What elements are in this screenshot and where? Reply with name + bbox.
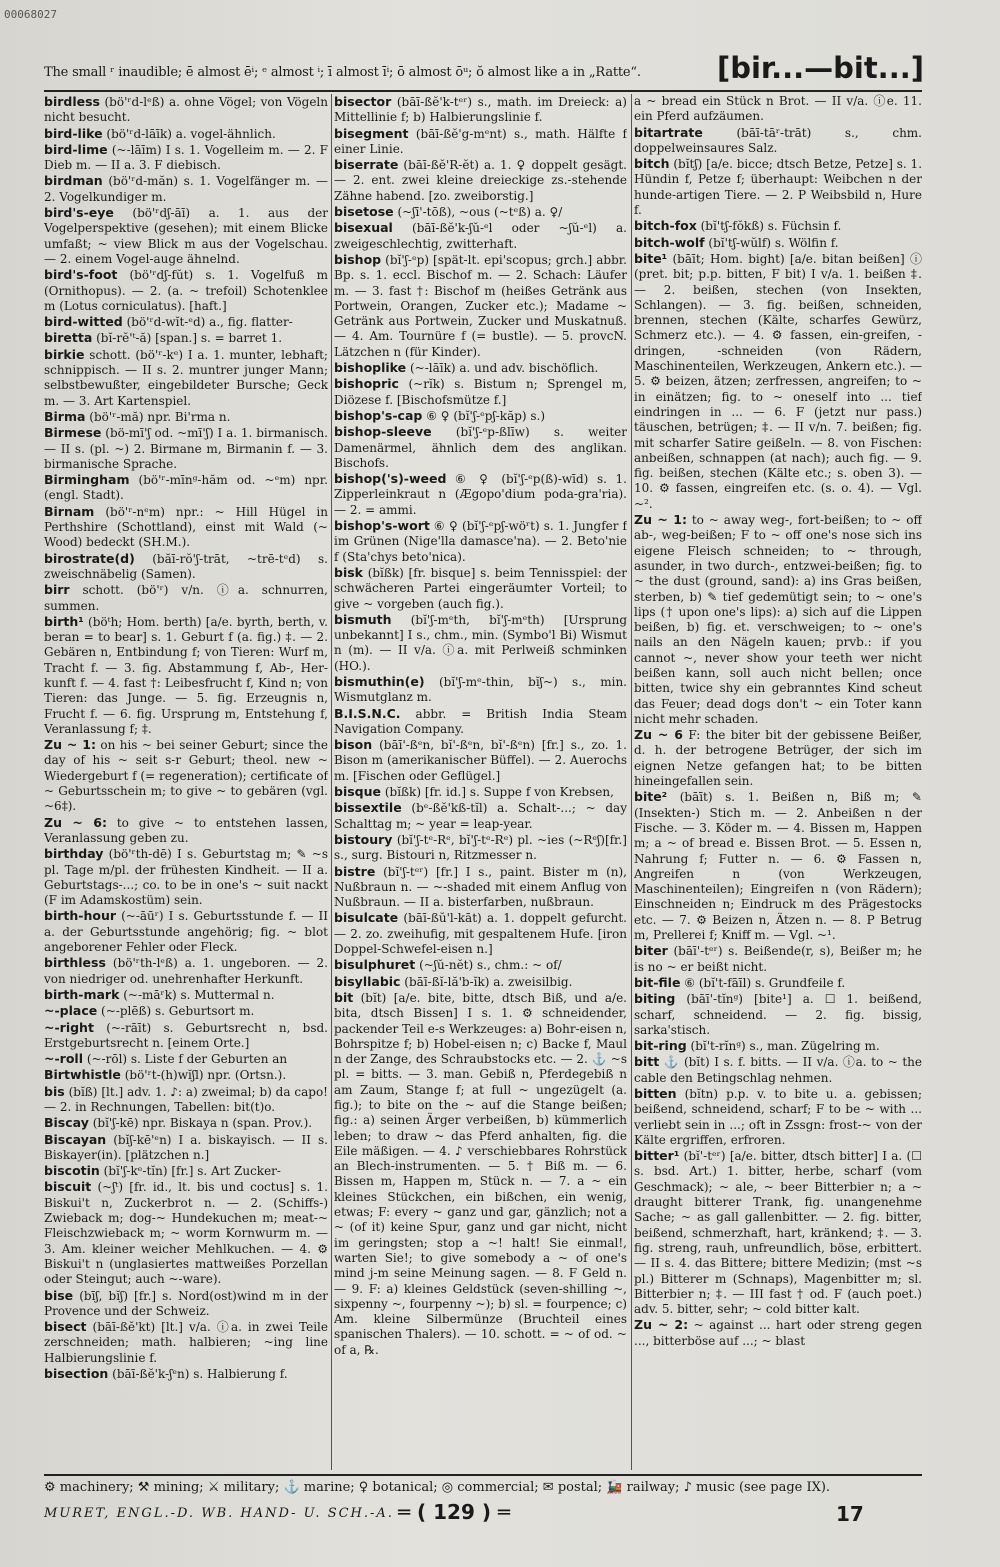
dictionary-entry xyxy=(44,425,328,472)
dictionary-entry xyxy=(44,1179,328,1287)
entry-headword: biscuit xyxy=(44,1179,92,1195)
entry-headword: bishop's-wort xyxy=(334,518,430,534)
dictionary-entry xyxy=(634,1148,922,1317)
entry-headword: bishop-sleeve xyxy=(334,424,432,440)
entry-headword: bison xyxy=(334,737,373,753)
dictionary-entry xyxy=(44,815,328,847)
dictionary-entry xyxy=(44,908,328,955)
entry-definition: (~ʃᵗ) [fr. id., lt. bis und coctus] s. 1. Biskui't n, Zuckerbrot n. — 2. (Schiffs-) Zwieback m; dog-~ Hundekuchen m; meat-~ Fleischzwieback m; ~ worm Kornwurm m. — 3. Am. kleiner weicher Mehlkuchen. — 4. ⚙ Biskui't n (unglasiertes mattweißes Porzellan oder Steingut; auch ~-ware). xyxy=(44,1180,328,1287)
entry-definition: (~ʃŭ-nĕt) s., chm.: ~ of/ xyxy=(419,958,562,973)
entry-headword: bird-witted xyxy=(44,314,123,330)
entry-headword: bis xyxy=(44,1083,65,1099)
entry-definition: (bĭ'ʃ-ᵉp-ßlīw) s. weiter Damenärmel, ähnlich dem des anglikan. Bischofs. xyxy=(334,425,627,470)
dictionary-entry xyxy=(634,218,922,234)
entry-headword: bisk xyxy=(334,564,363,580)
dictionary-entry xyxy=(334,471,627,518)
entry-headword: Zu ~ 6 xyxy=(634,727,683,743)
entry-headword: bishop('s)-weed xyxy=(334,471,447,487)
dictionary-entry xyxy=(334,957,627,973)
dictionary-entry xyxy=(44,1067,328,1083)
entry-definition: (bö'ʳd-măn) s. 1. Vogelfänger m. — 2. Vogelkundiger m. xyxy=(44,174,328,204)
entry-definition: ⑥ (bĭ't-fāīl) s. Grundfeile f. xyxy=(684,975,846,990)
entry-headword: Birtwhistle xyxy=(44,1067,121,1083)
dictionary-entry xyxy=(44,1288,328,1320)
dictionary-entry xyxy=(334,518,627,565)
entry-definition: (bāī-ßĕ'k-ʃŭ-ᵉl oder ~ʃŭ-ᵉl) a. zweigeschlechtig, zwitterhaft. xyxy=(334,221,627,251)
dictionary-entry xyxy=(334,706,627,738)
entry-definition: (~-lāīm) I s. 1. Vogelleim m. — 2. F Dieb m. — II a. 3. F diebisch. xyxy=(44,142,328,173)
entry-headword: bitartrate xyxy=(634,124,703,140)
entry-headword: bitch-wolf xyxy=(634,234,705,250)
entry-definition: (bö'ʳdʃ-āī) a. 1. aus der Vogelperspektive (gesehen); mit einem Blicke umfaßt; ~ view Blick m aus der Vogelschau. — 2. einem Vogel-auge ähnelnd. xyxy=(44,206,328,266)
dictionary-entry xyxy=(334,674,627,706)
dictionary-entry xyxy=(334,204,627,220)
dictionary-entry xyxy=(44,955,328,987)
entry-definition: (bĭ't-rĭnᵍ) s., man. Zügelring m. xyxy=(690,1039,880,1054)
dictionary-entry xyxy=(44,267,328,314)
dictionary-entry xyxy=(334,376,627,408)
entry-definition: (bĭt) [a/e. bite, bitte, dtsch Biß, und a/e. bita, dtsch Bissen] I s. 1. ⚙ schneidender, packender Teil e-s Werkzeuges: a) Bohr-eisen n, Bohrspitze f; b) Hobel-eisen n; c) Backe f, Maul n der Zange, des Schraubstocks etc. — 2. ⚓ ~s pl. = bitts. — 3. man. Gebiß n, Pferdegebiß n am Zaum, Stange f; at full ~ ungezügelt (a. fig.); to bite on the ~ auf die Stange beißen; fig.: a) seinen Ärger verbeißen, b) kümmerlich leben; to draw ~ das Pferd anhalten, fig. die Eile mäßigen. — 4. ♪ verschiebbares Rohrstück an Blech-instrumenten. — 5. † Biß m. — 6. Bissen m, Happen m, Stück n. — 7. a ~ ein kleines Stückchen, ein bißchen, ein wenig, etwas; F: every ~ ganz und gar, gänzlich; not a ~ (of it) keine Spur, ganz und gar nicht, nicht im geringsten; stop a ~! halt! Sie einmal!, warten Sie!; to give somebody a ~ of one's mind j-m seine Meinung sagen. — 8. F Geld n. — 9. F: a) kleines Geldstück (seven-shilling ~, sixpenny ~, fourpenny ~); b) sl. = fourpence; c) Am. kleine Silbermünze (Bruchteil eines spanischen Thalers). — 10. schott. = ~ of od. ~ of a, ℞. xyxy=(334,990,627,1357)
dictionary-entry xyxy=(634,94,922,125)
entry-definition: (bĭ'ʃ-kē) npr. Biskaya n (span. Prov.). xyxy=(92,1116,313,1131)
dictionary-entry xyxy=(44,846,328,908)
dictionary-entry xyxy=(44,504,328,551)
entry-definition: (bāī-ßĕ'k-ʃᵉn) s. Halbierung f. xyxy=(112,1367,288,1382)
column-divider xyxy=(331,94,332,1470)
dictionary-entry xyxy=(334,910,627,957)
dictionary-entry xyxy=(634,943,922,975)
entry-definition: (bĭ'-tᵉʳ) [a/e. bitter, dtsch bitter] I a. (☐ s. bsd. Art.) 1. bitter, herbe, scharf (vom Geschmack); ~ ale, ~ beer Bitterbier n; a ~ draught bitterer Trank, fig. unangenehme Sache; ~ as gall gallenbitter. — 2. fig. bitter, beißend, schmerzhaft, hart, kränkend; ‡. — 3. fig. streng, rauh, unfreundlich, böse, erbittert. — II s. 4. das Bittere; bittere Medizin; (mst ~s pl.) Bitterer m (Schnaps), Magenbitter m; sl. Bitterbier n; ‡. — III fast † od. F (auch poet.) adv. 5. bitter, sehr; ~ cold bitter kalt. xyxy=(634,1149,922,1317)
entry-definition: (bö'ʳ-mă) npr. Bi'rma n. xyxy=(89,409,231,424)
entry-definition: (bö'ʳ-nᵉm) npr.: ~ Hill Hügel in Perthshire (Schottland), einst mit Wald (~ Wood) bedeckt (SH.M.). xyxy=(44,504,328,550)
dictionary-entry xyxy=(634,512,922,727)
entry-headword: biscotin xyxy=(44,1163,100,1179)
entry-definition: ⚓ (bĭt) I s. f. bitts. — II v/a. ⓘa. to ~ the cable den Betingschlag nehmen. xyxy=(634,1055,922,1085)
entry-headword: bismuthin(e) xyxy=(334,673,425,689)
dictionary-entry xyxy=(634,1038,922,1054)
dictionary-entry xyxy=(334,800,627,832)
entry-definition: ~ against ... hart oder streng gegen ..., bitterböse auf ...; ~ blast xyxy=(634,1318,922,1348)
dictionary-entry xyxy=(44,1319,328,1366)
entry-headword: bite² xyxy=(634,789,668,805)
entry-definition: (bāī-ßĕ'R-ĕt) a. 1. ♀ doppelt gesägt. — 2. ent. zwei kleine dreieckige zs.-stehende Zähne habend. [zo. zweiborstig.] xyxy=(334,158,627,203)
entry-definition: (bö'ʳth-dē) I s. Geburtstag m; ✎ ~s pl. Tage m/pl. der frühesten Kindheit. — II a. Geburtstags-...; co. to be in one's ~ suit nackt (F im Adamskostüm) sein. xyxy=(44,847,328,908)
entry-definition: (bāī-ßĕ'g-mᵉnt) s., math. Hälfte f einer Linie. xyxy=(334,126,627,156)
dictionary-entry xyxy=(44,1020,328,1052)
entry-definition: (böᵗh; Hom. berth) [a/e. byrth, berth, v. beran = to bear] s. 1. Geburt f (a. fig.) ‡. — 2. Gebären n, Entbindung f; von Tieren: Wurf m, Tracht f. — 3. fig. Abstammung f, Ab-, Her-kunft f. — 4. fast †: Leibesfrucht f, Kind n; von Tieren: das Junge. — 5. fig. Erzeugnis n, Frucht f. — 6. fig. Ursprung m, Entstehung f, Veranlassung f; ‡. xyxy=(44,614,328,736)
entry-headword: bishoplike xyxy=(334,360,407,376)
entry-definition: (bāī-ßĕ'k-tᵉʳ) s., math. im Dreieck: a) Mittellinie f; b) Halbierungslinie f. xyxy=(334,95,627,125)
dictionary-entry xyxy=(634,727,922,789)
entry-definition: (băī-rŏ'ʃ-trāt, ~trē-tᵉd) s. zweischnäbelig (Samen). xyxy=(44,551,328,581)
dictionary-entry xyxy=(44,737,328,814)
entry-headword: bishop's-cap xyxy=(334,407,423,423)
entry-headword: bird-lime xyxy=(44,141,108,157)
entry-headword: bissextile xyxy=(334,800,402,816)
entry-headword: bisyllabic xyxy=(334,973,401,989)
entry-definition: ⑥ ♀ (bĭ'ʃ-ᵉpʃ-kăp) s.) xyxy=(426,408,546,423)
guide-words: [bir...—bit...] xyxy=(716,51,924,85)
entry-headword: bisulcate xyxy=(334,910,399,926)
dictionary-entry xyxy=(44,1084,328,1116)
entry-definition: (bĭ'ʃ-tᵉ-Rᵉ, bĭ'ʃ-tᵉ-Rᵉ) pl. ~ies (~Rᵉʃ)[fr.] s., surg. Bistouri n, Ritzmesser n. xyxy=(334,832,627,863)
entry-definition: (~-māʳk) s. Muttermal n. xyxy=(123,987,275,1002)
dictionary-entry xyxy=(44,409,328,425)
entry-definition: (bĭ'ʃ-ᵉp) [spät-lt. epi'scopus; grch.] abbr. Bp. s. 1. eccl. Bischof m. — 2. Schach: Läufer m. — 3. fast †: Bischof m (heißes Getränk aus Portwein, Orangen, Zucker etc.); Madame ~ Getränk aus Portwein, Zucker und Muskatnuß. — 4. Am. Tournüre f (= bustle). — 5. provcN. Lätzchen n (für Kinder). xyxy=(334,252,627,359)
entry-definition: (bĭʃ-kē'ᵉn) I a. biskayisch. — II s. Biskayer(in). [plätzchen n.] xyxy=(44,1132,328,1162)
imprint: MURET, ENGL.-D. WB. HAND- U. SCH.-A. xyxy=(44,1506,394,1521)
dictionary-entry xyxy=(634,1054,922,1086)
dictionary-entry xyxy=(44,987,328,1003)
entry-definition: (bö'ʳd-lᵉß) a. ohne Vögel; von Vögeln nicht besucht. xyxy=(44,95,328,125)
entry-headword: Zu ~ 6: xyxy=(44,814,107,830)
entry-headword: Zu ~ 1: xyxy=(44,737,96,753)
entry-headword: ~-right xyxy=(44,1019,94,1035)
dictionary-entry xyxy=(44,551,328,583)
dictionary-entry xyxy=(634,235,922,251)
dictionary-entry xyxy=(44,347,328,409)
entry-definition: (bĭß) [lt.] adv. 1. ♪: a) zweimal; b) da capo! — 2. in Rechnungen, Tabellen: bit(t)o. xyxy=(44,1084,328,1114)
scan-id: 00068027 xyxy=(4,8,57,21)
entry-definition: (bāī-ßĕ'kt) [lt.] v/a. ⓘa. in zwei Teile zerschneiden; math. halbieren; ~ing line Halbierungslinie f. xyxy=(44,1320,328,1365)
dictionary-entry xyxy=(634,975,922,991)
entry-definition: to give ~ to entstehen lassen, Veranlassung geben zu. xyxy=(44,815,328,845)
entry-headword: bise xyxy=(44,1287,74,1303)
dictionary-entry xyxy=(44,1051,328,1067)
entry-headword: bistre xyxy=(334,863,376,879)
entry-headword: biter xyxy=(634,943,668,959)
dictionary-entry xyxy=(334,360,627,376)
entry-headword: bitch xyxy=(634,156,670,172)
entry-definition: (bö'ʳth-lᵉß) a. 1. ungeboren. — 2. von niedriger od. unehrenhafter Herkunft. xyxy=(44,956,328,986)
entry-headword: B.I.S.N.C. xyxy=(334,705,401,721)
dictionary-entry xyxy=(634,1317,922,1349)
dictionary-entry xyxy=(334,784,627,800)
dictionary-entry xyxy=(44,1115,328,1131)
entry-definition: (bĭ'ʃ-tᵉʳ) [fr.] I s., paint. Bister m (n), Nußbraun n. — ~-shaded mit einem Anflug von Nußbraun. — II a. bisterfarben, nußbraun. xyxy=(334,864,627,910)
entry-headword: bitt xyxy=(634,1054,660,1070)
dictionary-entry xyxy=(334,94,627,126)
dictionary-entry xyxy=(634,156,922,218)
entry-headword: bitter¹ xyxy=(634,1148,680,1164)
entry-definition: (bāī-ßĭ-lă'b-ĭk) a. zweisilbig. xyxy=(404,974,573,989)
entry-headword: bismuth xyxy=(334,611,392,627)
entry-definition: (bāīt) s. 1. Beißen n, Biß m; ✎ (Insekten-) Stich m. — 2. Anbeißen n der Fische. — 3. Köder m. — 4. Bissen m, Happen m; a ~ of bread e. Bissen Brot. — 5. Essen n, Nahrung f; Futter n. — 6. ⚙ Fassen n, Angreifen n (von Werkzeugen, Maschinenteilen); Eingreifen n (von Rädern); Einschneiden n; Eindruck m des Prägestocks etc. — 7. ⚙ Beizen n, Ätzen n. — 8. P Betrug m, Prellerei f; Kniff m. — Vgl. ~¹. xyxy=(634,790,922,943)
dictionary-entry xyxy=(334,220,627,252)
entry-definition: (bö-mī'ʃ od. ~mī'ʃ) I a. 1. birmanisch. — II s. (pl. ~) 2. Birmane m, Birmanin f. — 3. birmanische Sprache. xyxy=(44,426,328,471)
entry-headword: bisection xyxy=(44,1366,109,1382)
entry-headword: bird's-foot xyxy=(44,267,118,283)
entry-definition: (bĭ'ʃ-kᵉ-tĭn) [fr.] s. Art Zucker- xyxy=(103,1164,281,1179)
entry-definition: (bᵉ-ßĕ'kß-tĭl) a. Schalt-...; ~ day Schalttag m; ~ year = leap-year. xyxy=(334,801,627,831)
entry-headword: Zu ~ 2: xyxy=(634,1317,689,1333)
entry-definition: (bö'ʳd-lāīk) a. vogel-ähnlich. xyxy=(106,126,276,141)
entry-headword: bitch-fox xyxy=(634,218,697,234)
dictionary-entry xyxy=(44,1132,328,1164)
entry-headword: bite¹ xyxy=(634,250,668,266)
entry-definition: (bĭ'tʃ-wŭlf) s. Wölfin f. xyxy=(708,235,839,250)
entry-headword: birth-hour xyxy=(44,908,117,924)
dictionary-entry xyxy=(334,565,627,612)
entry-definition: (bĭßk) [fr. id.] s. Suppe f von Krebsen, xyxy=(384,785,614,800)
dictionary-entry xyxy=(334,864,627,911)
entry-definition: on his ~ bei seiner Geburt; since the day of his ~ seit s-r Geburt; theol. new ~ Wiedergeburt f (= regeneration); certificate of ~ Geburtsschein m; to give ~ to gebären (vgl. ~6‡). xyxy=(44,738,328,814)
entry-headword: birthday xyxy=(44,846,104,862)
dictionary-entry xyxy=(44,1163,328,1179)
entry-definition: (~-rāīt) s. Geburtsrecht n, bsd. Erstgeburtsrecht n. [einem Orte.] xyxy=(44,1020,328,1050)
entry-definition: (~ʃī'-tōß), ~ous (~tᵉß) a. ♀/ xyxy=(397,205,563,220)
entry-definition: (~-lāīk) a. und adv. bischöflich. xyxy=(409,361,599,376)
sheet-number: 17 xyxy=(836,1502,864,1526)
dictionary-entry xyxy=(44,1003,328,1019)
entry-definition: F: the biter bit der gebissene Beißer, d. h. der betrogene Betrüger, der sich im eignen Netze gefangen hat; to be bitten hineingefallen sein. xyxy=(634,728,922,789)
dictionary-entry xyxy=(334,424,627,471)
dictionary-entry xyxy=(334,974,627,990)
entry-headword: bit-file xyxy=(634,974,681,990)
entry-definition: (bĭ'ʃ-mᵉth, bĭ'ʃ-mᵉth) [Ursprung unbekannt] I s., chm., min. (Symbo'l Bi) Wismut n (m). — II v/a. ⓘa. mit Perlweiß schminken (HO.). xyxy=(334,612,627,673)
dictionary-entry xyxy=(44,1366,328,1382)
dictionary-entry xyxy=(44,205,328,267)
entry-headword: birostrate(d) xyxy=(44,550,135,566)
dictionary-columns xyxy=(44,94,922,1470)
entry-definition: (bāī'-tĭnᵍ) [bite¹] a. ☐ 1. beißend, scharf, schneidend. — 2. fig. bissig, sarka'stisch. xyxy=(634,992,922,1037)
entry-headword: bisetose xyxy=(334,204,394,220)
entry-definition: (~-rōl) s. Liste f der Geburten an xyxy=(86,1052,288,1067)
entry-definition: (bĭtn) p.p. v. to bite u. a. gebissen; beißend, schneidend, scharf; F to be ~ with ... verliebt sein in ...; oft in Zssgn: frost-~ von der Kälte ergriffen, erfroren. xyxy=(634,1087,922,1147)
entry-definition: (bīʃ, bĭʃ) [fr.] s. Nord(ost)wind m in der Provence und der Schweiz. xyxy=(44,1288,328,1318)
dictionary-entry xyxy=(334,126,627,158)
entry-definition: (bĭßk) [fr. bisque] s. beim Tennisspiel: der schwächeren Partei eingeräumter Vorteil; to give ~ vorgeben (auch fig.). xyxy=(334,565,627,611)
header-rule xyxy=(44,90,922,92)
entry-definition: (bāī-ßŭ'l-kāt) a. 1. doppelt gefurcht. — 2. zo. zweihufig, mit gespaltenem Hufe. [iron Doppel-Schwefel-eisen n.] xyxy=(334,911,627,957)
entry-headword: birth-mark xyxy=(44,986,120,1002)
entry-definition: (~-plēß) s. Geburtsort m. xyxy=(101,1004,255,1019)
footer-rule xyxy=(44,1474,922,1476)
entry-definition: (bö'ʳdʃ-fŭt) s. 1. Vogelfuß m (Ornithopus). — 2. (a. ~ trefoil) Schotenklee m (Lotus corniculatus). [haft.] xyxy=(44,268,328,313)
entry-definition: ⑥ ♀ (bĭ'ʃ-ᵉpʃ-wöʳt) s. 1. Jungfer f im Grünen (Nige'lla damasce'na). — 2. Beto'nie f (Sta'chys beto'nica). xyxy=(334,519,627,564)
dictionary-entry xyxy=(334,157,627,204)
entry-headword: bitten xyxy=(634,1086,677,1101)
entry-headword: birthless xyxy=(44,955,106,971)
entry-headword: bird-like xyxy=(44,125,103,141)
symbol-legend: ⚙ machinery; ⚒ mining; ⚔ military; ⚓ marine; ♀ botanical; ◎ commercial; ✉ postal; 🚂 railway; ♪ music (see page IX). xyxy=(44,1480,831,1495)
entry-headword: bird's-eye xyxy=(44,205,114,221)
entry-definition: ⑥ ♀ (bĭ'ʃ-ᵉp(ß)-wīd) s. 1. Zipperleinkraut n (Ægopo'dium poda-gra'ria). — 2. = ammi. xyxy=(334,472,627,517)
entry-definition: (~-āūʳ) I s. Geburtsstunde f. — II a. der Geburtsstunde angehörig; fig. ~ blot angeborener Fehler oder Fleck. xyxy=(44,909,328,955)
entry-headword: birr xyxy=(44,582,70,598)
entry-headword: ~-roll xyxy=(44,1051,83,1067)
entry-headword: biserrate xyxy=(334,157,399,173)
entry-headword: biretta xyxy=(44,330,93,346)
entry-headword: bit xyxy=(334,989,354,1005)
entry-definition: schott. (bö'ʳ-kᵉ) I a. 1. munter, lebhaft; schnippisch. — II s. 2. muntrer junger Mann; selbstbewußter, eingebildeter Bursche; Geck m. — 3. Art Kartenspiel. xyxy=(44,347,328,408)
entry-headword: Birmingham xyxy=(44,472,130,488)
entry-definition: (bĭ-rĕ'ᵗ-ă) [span.] s. = barret 1. xyxy=(96,331,283,346)
dictionary-entry xyxy=(634,789,922,943)
dictionary-entry xyxy=(44,94,328,126)
entry-headword: birdless xyxy=(44,94,100,109)
dictionary-entry xyxy=(334,252,627,360)
entry-headword: bishop xyxy=(334,251,382,267)
pronunciation-note: The small ʳ inaudible; ē almost ēⁱ; ᵉ almost ⁱ; ī almost īⁱ; ō almost ōᵘ; ŏ almost like a in „Ratte“. xyxy=(44,65,641,80)
page-number: ═ ( 129 ) ═ xyxy=(398,1500,510,1524)
entry-headword: Birma xyxy=(44,408,86,424)
entry-definition: (bö'ʳt-(h)wĭʃl) npr. (Ortsn.). xyxy=(124,1068,287,1083)
entry-definition: (~rĭk) s. Bistum n; Sprengel m, Diözese f. [Bischofsmütze f.] xyxy=(334,377,627,407)
entry-definition: (bāī'-ßᵉn, bĭ'-ßᵉn, bĭ'-ßᵉn) [fr.] s., zo. 1. Bison m (amerikanischer Büffel). — 2. Auerochs m. [Fischen oder Geflügel.] xyxy=(334,738,627,783)
entry-headword: bit-ring xyxy=(634,1038,687,1054)
entry-headword: bisulphuret xyxy=(334,957,416,973)
dictionary-entry xyxy=(334,612,627,674)
dictionary-entry xyxy=(44,126,328,142)
entry-definition: (bāī-tāʳ-trāt) s., chm. doppelweinsaures Salz. xyxy=(634,125,922,155)
column-divider xyxy=(631,94,632,1470)
entry-definition: (bö'ʳd-wĭt-ᵉd) a., fig. flatter- xyxy=(126,315,293,330)
dictionary-entry xyxy=(44,330,328,346)
dictionary-entry xyxy=(634,125,922,157)
entry-headword: bisector xyxy=(334,94,392,109)
entry-headword: bisect xyxy=(44,1319,87,1335)
entry-headword: Biscay xyxy=(44,1115,89,1131)
entry-headword: bisegment xyxy=(334,125,409,141)
entry-headword: birth¹ xyxy=(44,613,84,629)
dictionary-entry xyxy=(44,314,328,330)
dictionary-entry xyxy=(44,614,328,737)
entry-definition: (bĭ'ʃ-mᵉ-thin, bĭʃ~) s., min. Wismutglanz m. xyxy=(334,674,627,705)
entry-definition: schott. (bö'ʳ) v/n. ⓘa. schnurren, summen. xyxy=(44,583,328,613)
column-3 xyxy=(634,94,922,1470)
dictionary-entry xyxy=(634,1086,922,1148)
entry-headword: birdman xyxy=(44,173,103,189)
dictionary-entry xyxy=(44,472,328,504)
entry-definition: (bāī'-tᵉʳ) s. Beißende(r, s), Beißer m; he is no ~ er beißt nicht. xyxy=(634,944,922,974)
dictionary-entry xyxy=(44,142,328,174)
dictionary-entry xyxy=(44,173,328,205)
page-header xyxy=(44,51,924,91)
entry-definition: (bĭtʃ) [a/e. bicce; dtsch Betze, Petze] s. 1. Hündin f, Petze f; überhaupt: Weibchen n der hunde-artigen Tiere. — 2. P Weibsbild n, Hure f. xyxy=(634,157,922,218)
dictionary-entry xyxy=(334,990,627,1358)
entry-definition: (bö'ʳ-mīnᵍ-hăm od. ~ᵉm) npr. (engl. Stadt). xyxy=(44,473,328,503)
entry-headword: Birnam xyxy=(44,503,95,519)
column-2 xyxy=(334,94,627,1470)
entry-headword: Biscayan xyxy=(44,1131,107,1147)
dictionary-entry xyxy=(334,408,627,424)
entry-headword: bishopric xyxy=(334,376,399,392)
entry-headword: birkie xyxy=(44,346,85,362)
entry-headword: Zu ~ 1: xyxy=(634,512,687,528)
entry-definition: a ~ bread ein Stück n Brot. — II v/a. ⓘe. 11. ein Pferd aufzäumen. xyxy=(634,94,922,124)
entry-headword: biting xyxy=(634,991,676,1007)
entry-definition: to ~ away weg-, fort-beißen; to ~ off ab-, weg-beißen; F to ~ off one's nose sich ins eigene Fleisch schneiden; to ~ through, asunder, in two durch-, entzwei-beißen; fig. to ~ the dust (ground, sand): a) ins Gras beißen, sterben, b) ✎ tief gedemütigt sein; to ~ one's lips († upon one's lips): a) sich auf die Lippen beißen, b) fig. et. verschweigen; to ~ one's nails an den Nägeln kauen; prvb.: if you cannot ~, never show your teeth wer nicht beißen kann, soll auch nicht bellen; once bitten, twice shy ein gebranntes Kind scheut das Feuer; dead dogs don't ~ ein Toter kann nicht mehr schaden. xyxy=(634,513,922,726)
dictionary-entry xyxy=(334,832,627,864)
dictionary-entry xyxy=(634,991,922,1038)
entry-headword: bisque xyxy=(334,784,381,800)
dictionary-entry xyxy=(44,582,328,614)
dictionary-entry xyxy=(634,251,922,512)
entry-headword: bisexual xyxy=(334,220,393,236)
entry-definition: (bĭ'tʃ-fŏkß) s. Füchsin f. xyxy=(700,219,842,234)
entry-headword: ~-place xyxy=(44,1003,98,1019)
dictionary-entry xyxy=(334,737,627,784)
entry-headword: bistoury xyxy=(334,831,393,847)
entry-headword: Birmese xyxy=(44,425,102,441)
entry-definition: abbr. = British India Steam Navigation Company. xyxy=(334,706,627,736)
entry-definition: (bāīt; Hom. bight) [a/e. bitan beißen] ⓘ (pret. bit; p.p. bitten, F bit) I v/a. 1. beißen ‡. — 2. beißen, stechen (von Insekten, Schlangen). — 3. fig. beißen, schneiden, brennen, stechen (Kälte, scharfes Gewürz, Schmerz etc.). — 4. ⚙ fassen, ein-greifen, -dringen, -schneiden (von Rädern, Maschinenteilen, Werkzeugen, Ankern etc.). — 5. ⚙ beizen, ätzen; zerfressen, angreifen; to ~ in einätzen; fig. to ~ oneself into ... tief eindringen in ... — 6. F (jetzt nur pass.) täuschen, betrügen; ‡. — II v/n. 7. beißen; fig. mit scharfer Satire geißeln. — 8. von Fischen: anbeißen, schnappen (at nach); auch fig. — 9. fig. beißen, stechen (Kälte etc.; s. oben 3). — 10. ⚙ fassen, eingreifen etc. (s. o. 4). — Vgl. ~². xyxy=(634,251,922,511)
column-1 xyxy=(44,94,328,1470)
